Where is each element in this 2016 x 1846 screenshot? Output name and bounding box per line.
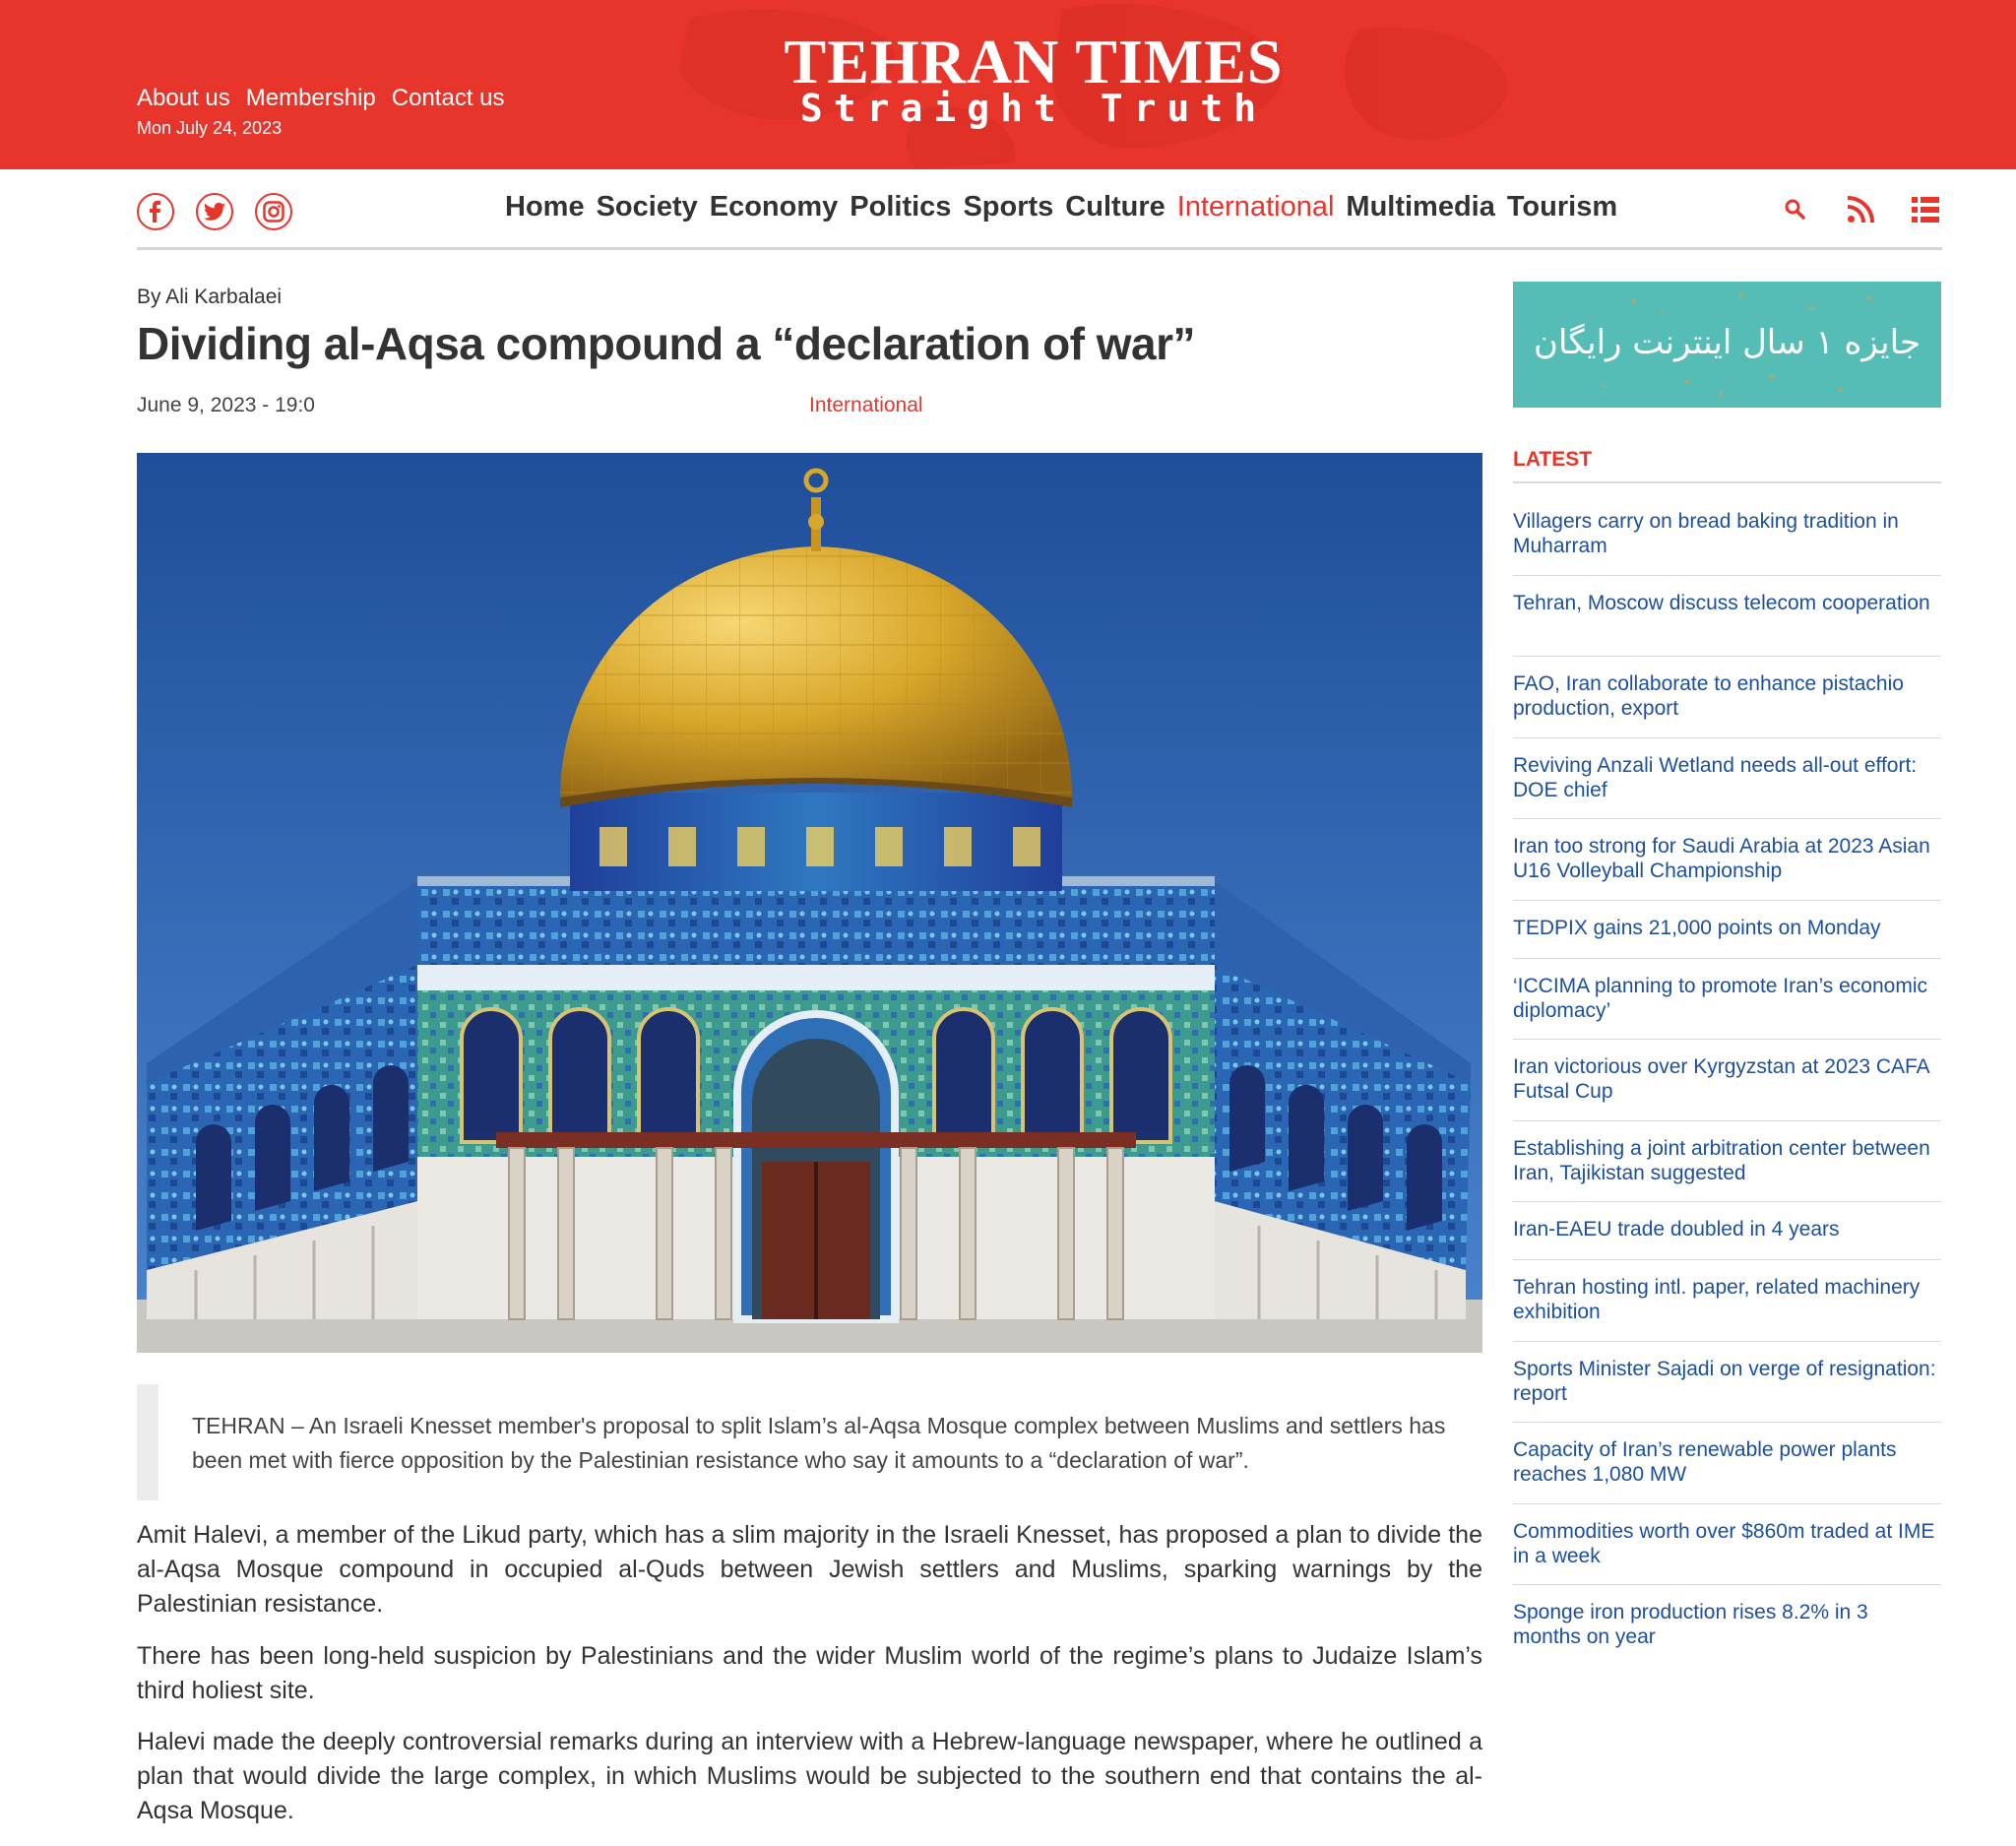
latest-news-link[interactable]: Sponge iron production rises 8.2% in 3 months on year [1513, 1601, 1868, 1648]
latest-news-link[interactable]: Tehran hosting intl. paper, related machinery exhibition [1513, 1276, 1921, 1323]
latest-news-link[interactable]: TEDPIX gains 21,000 points on Monday [1513, 916, 1881, 939]
list-item [1513, 901, 1941, 959]
article-paragraph: There has been long-held suspicion by Palestinians and the wider Muslim world of the regime’s plans to Judaize Islam’s third holiest site. [137, 1642, 1482, 1704]
current-date: Mon July 24, 2023 [137, 118, 283, 138]
logo-tagline: Straight Truth [799, 87, 1268, 130]
nav-culture[interactable]: Culture [1065, 191, 1166, 223]
main-navbar [137, 169, 1942, 250]
nav-society[interactable]: Society [596, 191, 698, 223]
membership-link[interactable]: Membership [245, 85, 376, 111]
latest-news-link[interactable]: Tehran, Moscow discuss telecom cooperation [1513, 591, 1930, 614]
article-date: June 9, 2023 - 19:0 [137, 394, 315, 416]
nav-home[interactable]: Home [505, 191, 585, 223]
article-byline: By Ali Karbalaei [137, 286, 283, 308]
article-hero-image [137, 453, 1482, 1353]
latest-news-link[interactable]: FAO, Iran collaborate to enhance pistachio production, export [1513, 672, 1904, 720]
contact-us-link[interactable]: Contact us [391, 85, 505, 111]
latest-news-link[interactable]: Iran victorious over Kyrgyzstan at 2023 CAFA Futsal Cup [1513, 1055, 1929, 1103]
nav-politics[interactable]: Politics [850, 191, 952, 223]
list-item [1513, 738, 1941, 820]
search-icon[interactable] [1779, 193, 1812, 226]
facebook-icon[interactable] [137, 193, 174, 230]
promo-text: جایزه ۱ سال اینترنت رایگان [1534, 323, 1921, 362]
article-paragraph: Halevi made the deeply controversial remarks during an interview with a Hebrew-language newspaper, where he outlined a plan that would divide the large complex, in which Muslims would be subjected to the southern end that contains the al-Aqsa Mosque. [137, 1728, 1482, 1824]
latest-heading: LATEST [1513, 448, 1941, 483]
nav-economy[interactable]: Economy [709, 191, 839, 223]
latest-news-link[interactable]: Iran-EAEU trade doubled in 4 years [1513, 1218, 1840, 1241]
latest-news-link[interactable]: Sports Minister Sajadi on verge of resignation: report [1513, 1357, 1936, 1405]
list-item [1513, 959, 1941, 1041]
article-section-link[interactable]: International [809, 394, 923, 416]
list-item [1513, 1040, 1941, 1121]
list-item [1513, 1423, 1941, 1504]
social-links [137, 193, 292, 230]
latest-news-link[interactable]: Establishing a joint arbitration center between Iran, Tajikistan suggested [1513, 1136, 1930, 1184]
about-us-link[interactable]: About us [137, 85, 230, 111]
list-item [1513, 1121, 1941, 1203]
top-links [137, 85, 505, 112]
list-item [1513, 1260, 1941, 1342]
list-item [1513, 576, 1941, 658]
nav-tools [1779, 193, 1942, 226]
site-logo[interactable] [778, 27, 1290, 130]
list-item [1513, 819, 1941, 901]
nav-multimedia[interactable]: Multimedia [1346, 191, 1495, 223]
section-nav [505, 191, 1617, 223]
list-item [1513, 1504, 1941, 1586]
article-headline: Dividing al-Aqsa compound a “declaration of war” [137, 318, 1196, 369]
latest-news-list [1513, 494, 1941, 1667]
list-item [1513, 494, 1941, 576]
latest-news-link[interactable]: Reviving Anzali Wetland needs all-out effort: DOE chief [1513, 753, 1918, 801]
list-item [1513, 1342, 1941, 1424]
rss-icon[interactable] [1844, 193, 1877, 226]
latest-news-link[interactable]: ‘ICCIMA planning to promote Iran’s economic diplomacy’ [1513, 974, 1927, 1022]
nav-sports[interactable]: Sports [963, 191, 1054, 223]
latest-news-link[interactable]: Villagers carry on bread baking tradition in Muharram [1513, 510, 1899, 557]
nav-international[interactable]: International [1176, 191, 1335, 223]
promo-banner[interactable] [1513, 282, 1941, 408]
latest-news-link[interactable]: Commodities worth over $860m traded at IME in a week [1513, 1519, 1935, 1567]
latest-news-link[interactable]: Capacity of Iran’s renewable power plants reaches 1,080 MW [1513, 1438, 1897, 1486]
nav-tourism[interactable]: Tourism [1506, 191, 1618, 223]
menu-list-icon[interactable] [1909, 193, 1942, 226]
instagram-icon[interactable] [255, 193, 292, 230]
logo-title: TEHRAN TIMES [784, 27, 1284, 96]
list-item [1513, 657, 1941, 738]
latest-news-link[interactable]: Iran too strong for Saudi Arabia at 2023 Asian U16 Volleyball Championship [1513, 835, 1930, 882]
site-header-banner [0, 0, 2016, 169]
twitter-icon[interactable] [196, 193, 233, 230]
list-item [1513, 1585, 1941, 1667]
list-item [1513, 1202, 1941, 1260]
article-lead: TEHRAN – An Israeli Knesset member's proposal to split Islam’s al-Aqsa Mosque complex between Muslims and settlers has been met with fierce opposition by the Palestinian resistance who say it amounts to a “declaration of war”. [137, 1384, 1482, 1500]
article-paragraph: Amit Halevi, a member of the Likud party, which has a slim majority in the Israeli Knesset, has proposed a plan to divide the al-Aqsa Mosque compound in occupied al-Quds between Jewish settlers and Muslims, sparking warnings by the Palestinian resistance. [137, 1521, 1482, 1618]
